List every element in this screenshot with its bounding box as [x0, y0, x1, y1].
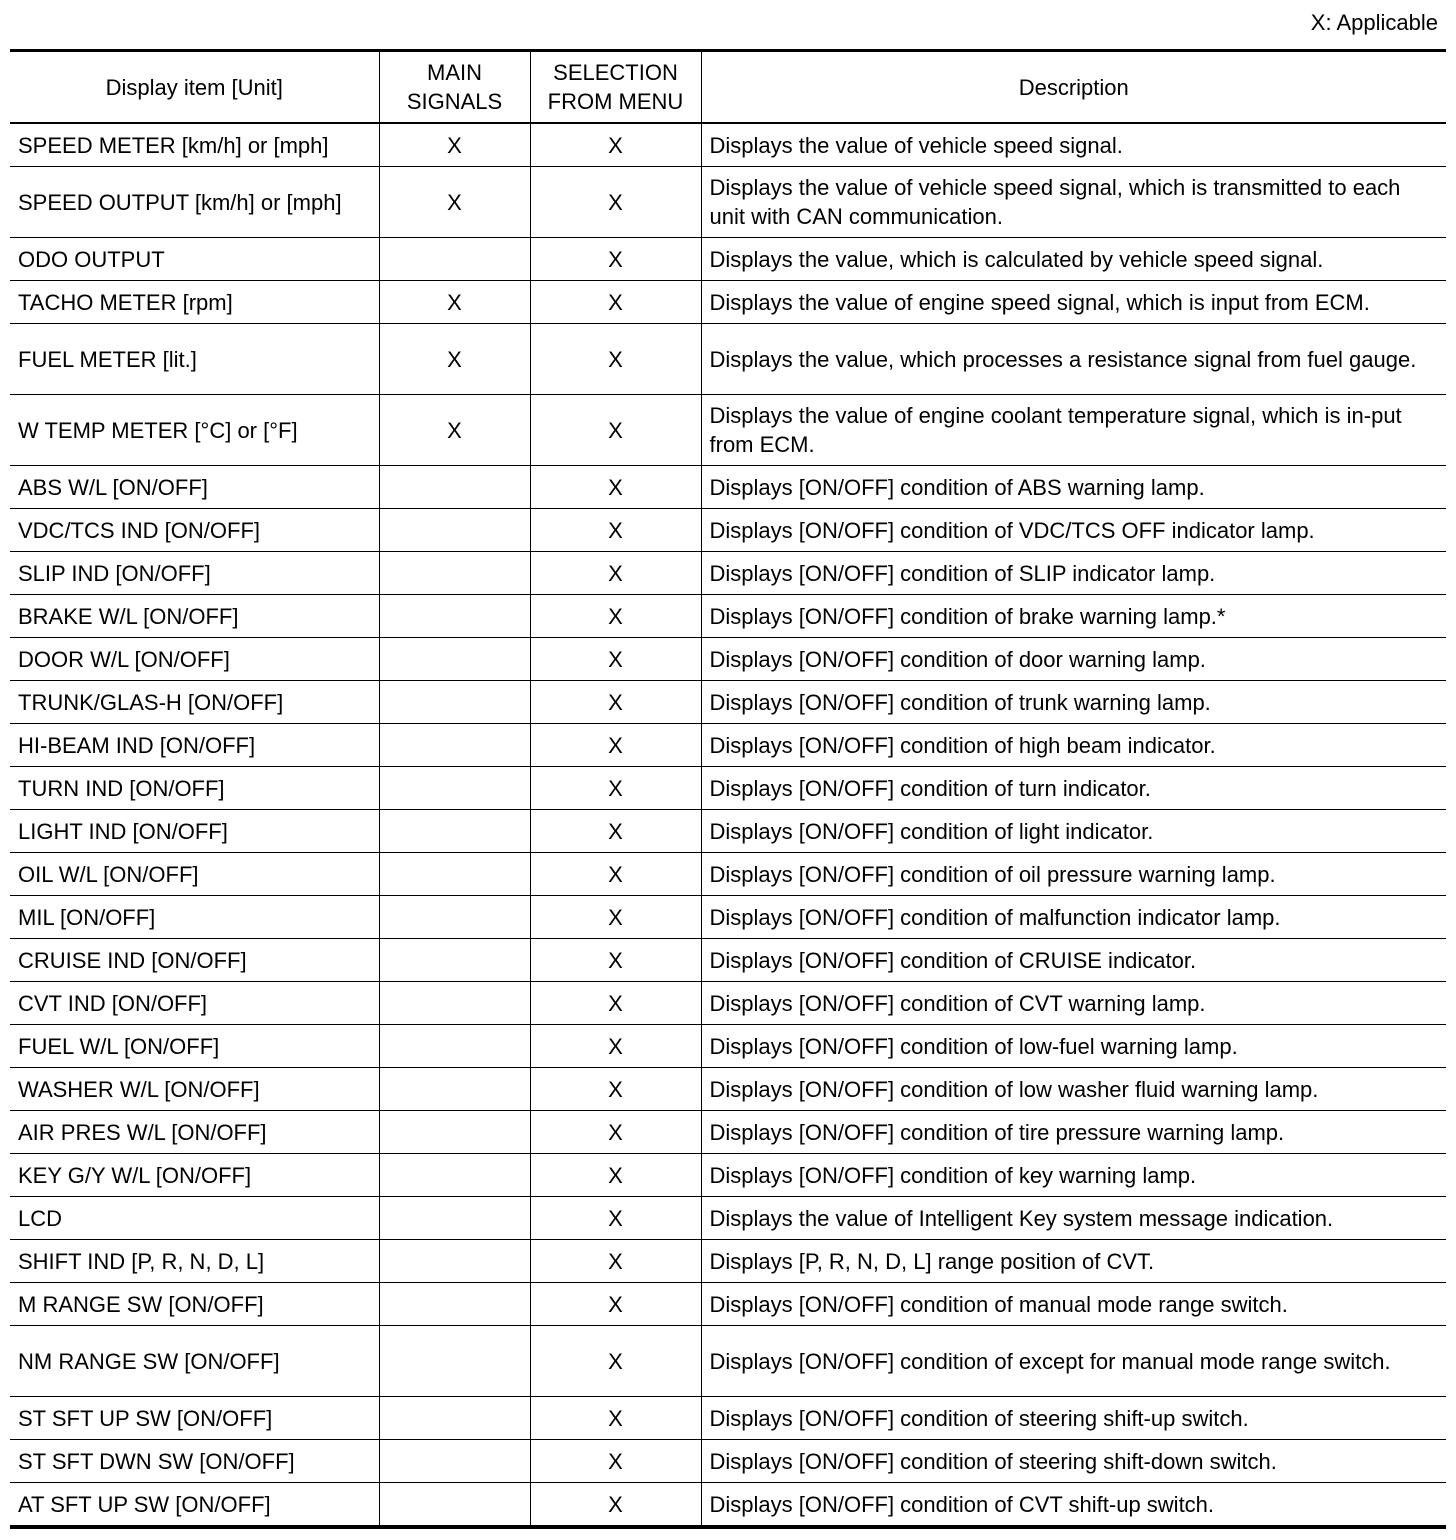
- table-row: [10, 853, 1446, 896]
- description-cell: Displays [ON/OFF] condition of turn indicator.: [701, 767, 1446, 810]
- selection-from-menu-cell: X: [530, 167, 701, 238]
- description-cell: Displays [ON/OFF] condition of malfunction indicator lamp.: [701, 896, 1446, 939]
- main-signals-cell: [379, 810, 530, 853]
- table-row: [10, 167, 1446, 238]
- table-row: [10, 724, 1446, 767]
- table-header-row: [10, 51, 1446, 124]
- main-signals-cell: X: [379, 324, 530, 395]
- description-cell: Displays [ON/OFF] condition of trunk warning lamp.: [701, 681, 1446, 724]
- table-row: [10, 324, 1446, 395]
- description-cell: Displays [ON/OFF] condition of high beam indicator.: [701, 724, 1446, 767]
- display-item-cell: DOOR W/L [ON/OFF]: [10, 638, 379, 681]
- description-cell: Displays [ON/OFF] condition of CVT warning lamp.: [701, 982, 1446, 1025]
- main-signals-cell: [379, 595, 530, 638]
- display-item-cell: ST SFT UP SW [ON/OFF]: [10, 1397, 379, 1440]
- selection-from-menu-cell: X: [530, 509, 701, 552]
- main-signals-cell: [379, 1197, 530, 1240]
- display-item-cell: FUEL METER [lit.]: [10, 324, 379, 395]
- main-signals-cell: [379, 939, 530, 982]
- main-signals-cell: X: [379, 281, 530, 324]
- display-item-cell: TURN IND [ON/OFF]: [10, 767, 379, 810]
- display-item-cell: KEY G/Y W/L [ON/OFF]: [10, 1154, 379, 1197]
- header-display-item: Display item [Unit]: [10, 51, 379, 124]
- display-item-cell: ST SFT DWN SW [ON/OFF]: [10, 1440, 379, 1483]
- table-row: [10, 1483, 1446, 1528]
- main-signals-cell: [379, 1240, 530, 1283]
- main-signals-cell: [379, 1111, 530, 1154]
- description-cell: Displays [ON/OFF] condition of tire pressure warning lamp.: [701, 1111, 1446, 1154]
- display-item-cell: CRUISE IND [ON/OFF]: [10, 939, 379, 982]
- table-row: [10, 466, 1446, 509]
- display-item-table: [10, 49, 1446, 1529]
- description-cell: Displays [ON/OFF] condition of key warning lamp.: [701, 1154, 1446, 1197]
- display-item-cell: LIGHT IND [ON/OFF]: [10, 810, 379, 853]
- table-row: [10, 1197, 1446, 1240]
- description-cell: Displays the value of engine speed signal, which is input from ECM.: [701, 281, 1446, 324]
- display-item-cell: MIL [ON/OFF]: [10, 896, 379, 939]
- selection-from-menu-cell: X: [530, 767, 701, 810]
- main-signals-cell: [379, 552, 530, 595]
- main-signals-cell: [379, 681, 530, 724]
- description-cell: Displays [ON/OFF] condition of low washer fluid warning lamp.: [701, 1068, 1446, 1111]
- selection-from-menu-cell: X: [530, 1397, 701, 1440]
- main-signals-cell: [379, 1068, 530, 1111]
- selection-from-menu-cell: X: [530, 395, 701, 466]
- table-row: [10, 1283, 1446, 1326]
- description-cell: Displays [ON/OFF] condition of manual mode range switch.: [701, 1283, 1446, 1326]
- display-item-cell: VDC/TCS IND [ON/OFF]: [10, 509, 379, 552]
- main-signals-cell: [379, 767, 530, 810]
- main-signals-cell: [379, 1397, 530, 1440]
- table-row: [10, 509, 1446, 552]
- table-row: [10, 395, 1446, 466]
- display-item-cell: TACHO METER [rpm]: [10, 281, 379, 324]
- selection-from-menu-cell: X: [530, 939, 701, 982]
- selection-from-menu-cell: X: [530, 123, 701, 167]
- description-cell: Displays [ON/OFF] condition of steering shift-up switch.: [701, 1397, 1446, 1440]
- header-description: Description: [701, 51, 1446, 124]
- table-row: [10, 1068, 1446, 1111]
- selection-from-menu-cell: X: [530, 1483, 701, 1528]
- main-signals-cell: [379, 982, 530, 1025]
- main-signals-cell: [379, 1283, 530, 1326]
- table-row: [10, 1397, 1446, 1440]
- table-row: [10, 238, 1446, 281]
- description-cell: Displays the value, which is calculated by vehicle speed signal.: [701, 238, 1446, 281]
- selection-from-menu-cell: X: [530, 1283, 701, 1326]
- display-item-cell: SLIP IND [ON/OFF]: [10, 552, 379, 595]
- display-item-cell: TRUNK/GLAS-H [ON/OFF]: [10, 681, 379, 724]
- description-cell: Displays the value, which processes a resistance signal from fuel gauge.: [701, 324, 1446, 395]
- table-row: [10, 939, 1446, 982]
- header-main-signals: MAIN SIGNALS: [379, 51, 530, 124]
- description-cell: Displays [ON/OFF] condition of VDC/TCS OFF indicator lamp.: [701, 509, 1446, 552]
- table-row: [10, 1111, 1446, 1154]
- main-signals-cell: [379, 466, 530, 509]
- main-signals-cell: [379, 1025, 530, 1068]
- table-row: [10, 982, 1446, 1025]
- selection-from-menu-cell: X: [530, 810, 701, 853]
- main-signals-cell: [379, 1326, 530, 1397]
- description-cell: Displays [ON/OFF] condition of CVT shift-up switch.: [701, 1483, 1446, 1528]
- description-cell: Displays [ON/OFF] condition of brake warning lamp.*: [701, 595, 1446, 638]
- display-item-cell: OIL W/L [ON/OFF]: [10, 853, 379, 896]
- table-row: [10, 281, 1446, 324]
- display-item-cell: HI-BEAM IND [ON/OFF]: [10, 724, 379, 767]
- table-row: [10, 896, 1446, 939]
- description-cell: Displays [ON/OFF] condition of SLIP indicator lamp.: [701, 552, 1446, 595]
- selection-from-menu-cell: X: [530, 595, 701, 638]
- selection-from-menu-cell: X: [530, 1068, 701, 1111]
- main-signals-cell: [379, 1440, 530, 1483]
- main-signals-cell: X: [379, 395, 530, 466]
- table-row: [10, 1240, 1446, 1283]
- selection-from-menu-cell: X: [530, 1025, 701, 1068]
- selection-from-menu-cell: X: [530, 552, 701, 595]
- selection-from-menu-cell: X: [530, 681, 701, 724]
- main-signals-cell: [379, 638, 530, 681]
- table-row: [10, 1025, 1446, 1068]
- main-signals-cell: [379, 724, 530, 767]
- selection-from-menu-cell: X: [530, 324, 701, 395]
- description-cell: Displays [ON/OFF] condition of light indicator.: [701, 810, 1446, 853]
- selection-from-menu-cell: X: [530, 1440, 701, 1483]
- main-signals-cell: X: [379, 167, 530, 238]
- display-item-cell: CVT IND [ON/OFF]: [10, 982, 379, 1025]
- display-item-cell: BRAKE W/L [ON/OFF]: [10, 595, 379, 638]
- selection-from-menu-cell: X: [530, 238, 701, 281]
- display-item-cell: W TEMP METER [°C] or [°F]: [10, 395, 379, 466]
- selection-from-menu-cell: X: [530, 638, 701, 681]
- display-item-cell: NM RANGE SW [ON/OFF]: [10, 1326, 379, 1397]
- table-row: [10, 123, 1446, 167]
- main-signals-cell: [379, 1483, 530, 1528]
- display-item-cell: AT SFT UP SW [ON/OFF]: [10, 1483, 379, 1528]
- display-item-cell: SPEED OUTPUT [km/h] or [mph]: [10, 167, 379, 238]
- description-cell: Displays [ON/OFF] condition of except for manual mode range switch.: [701, 1326, 1446, 1397]
- selection-from-menu-cell: X: [530, 281, 701, 324]
- description-cell: Displays [ON/OFF] condition of low-fuel warning lamp.: [701, 1025, 1446, 1068]
- selection-from-menu-cell: X: [530, 982, 701, 1025]
- display-item-cell: ODO OUTPUT: [10, 238, 379, 281]
- description-cell: Displays the value of vehicle speed signal.: [701, 123, 1446, 167]
- description-cell: Displays [ON/OFF] condition of CRUISE indicator.: [701, 939, 1446, 982]
- table-row: [10, 552, 1446, 595]
- selection-from-menu-cell: X: [530, 1197, 701, 1240]
- selection-from-menu-cell: X: [530, 1240, 701, 1283]
- display-item-cell: WASHER W/L [ON/OFF]: [10, 1068, 379, 1111]
- selection-from-menu-cell: X: [530, 724, 701, 767]
- table-row: [10, 1326, 1446, 1397]
- table-row: [10, 1440, 1446, 1483]
- applicable-legend: X: Applicable: [1310, 10, 1438, 35]
- display-item-cell: LCD: [10, 1197, 379, 1240]
- main-signals-cell: [379, 509, 530, 552]
- selection-from-menu-cell: X: [530, 853, 701, 896]
- description-cell: Displays the value of vehicle speed signal, which is transmitted to each unit with CAN communication.: [701, 167, 1446, 238]
- display-item-cell: ABS W/L [ON/OFF]: [10, 466, 379, 509]
- table-row: [10, 595, 1446, 638]
- selection-from-menu-cell: X: [530, 1111, 701, 1154]
- display-item-cell: AIR PRES W/L [ON/OFF]: [10, 1111, 379, 1154]
- selection-from-menu-cell: X: [530, 896, 701, 939]
- description-cell: Displays [ON/OFF] condition of steering shift-down switch.: [701, 1440, 1446, 1483]
- display-item-cell: FUEL W/L [ON/OFF]: [10, 1025, 379, 1068]
- selection-from-menu-cell: X: [530, 1154, 701, 1197]
- table-row: [10, 767, 1446, 810]
- main-signals-cell: X: [379, 123, 530, 167]
- table-row: [10, 638, 1446, 681]
- main-signals-cell: [379, 896, 530, 939]
- selection-from-menu-cell: X: [530, 1326, 701, 1397]
- description-cell: Displays [P, R, N, D, L] range position of CVT.: [701, 1240, 1446, 1283]
- description-cell: Displays [ON/OFF] condition of ABS warning lamp.: [701, 466, 1446, 509]
- main-signals-cell: [379, 853, 530, 896]
- table-row: [10, 810, 1446, 853]
- display-item-cell: SPEED METER [km/h] or [mph]: [10, 123, 379, 167]
- selection-from-menu-cell: X: [530, 466, 701, 509]
- table-row: [10, 1154, 1446, 1197]
- main-signals-cell: [379, 1154, 530, 1197]
- display-item-cell: SHIFT IND [P, R, N, D, L]: [10, 1240, 379, 1283]
- description-cell: Displays [ON/OFF] condition of door warning lamp.: [701, 638, 1446, 681]
- description-cell: Displays [ON/OFF] condition of oil pressure warning lamp.: [701, 853, 1446, 896]
- description-cell: Displays the value of engine coolant temperature signal, which is in-put from ECM.: [701, 395, 1446, 466]
- main-signals-cell: [379, 238, 530, 281]
- description-cell: Displays the value of Intelligent Key system message indication.: [701, 1197, 1446, 1240]
- header-selection-from-menu: SELECTION FROM MENU: [530, 51, 701, 124]
- table-row: [10, 681, 1446, 724]
- display-item-cell: M RANGE SW [ON/OFF]: [10, 1283, 379, 1326]
